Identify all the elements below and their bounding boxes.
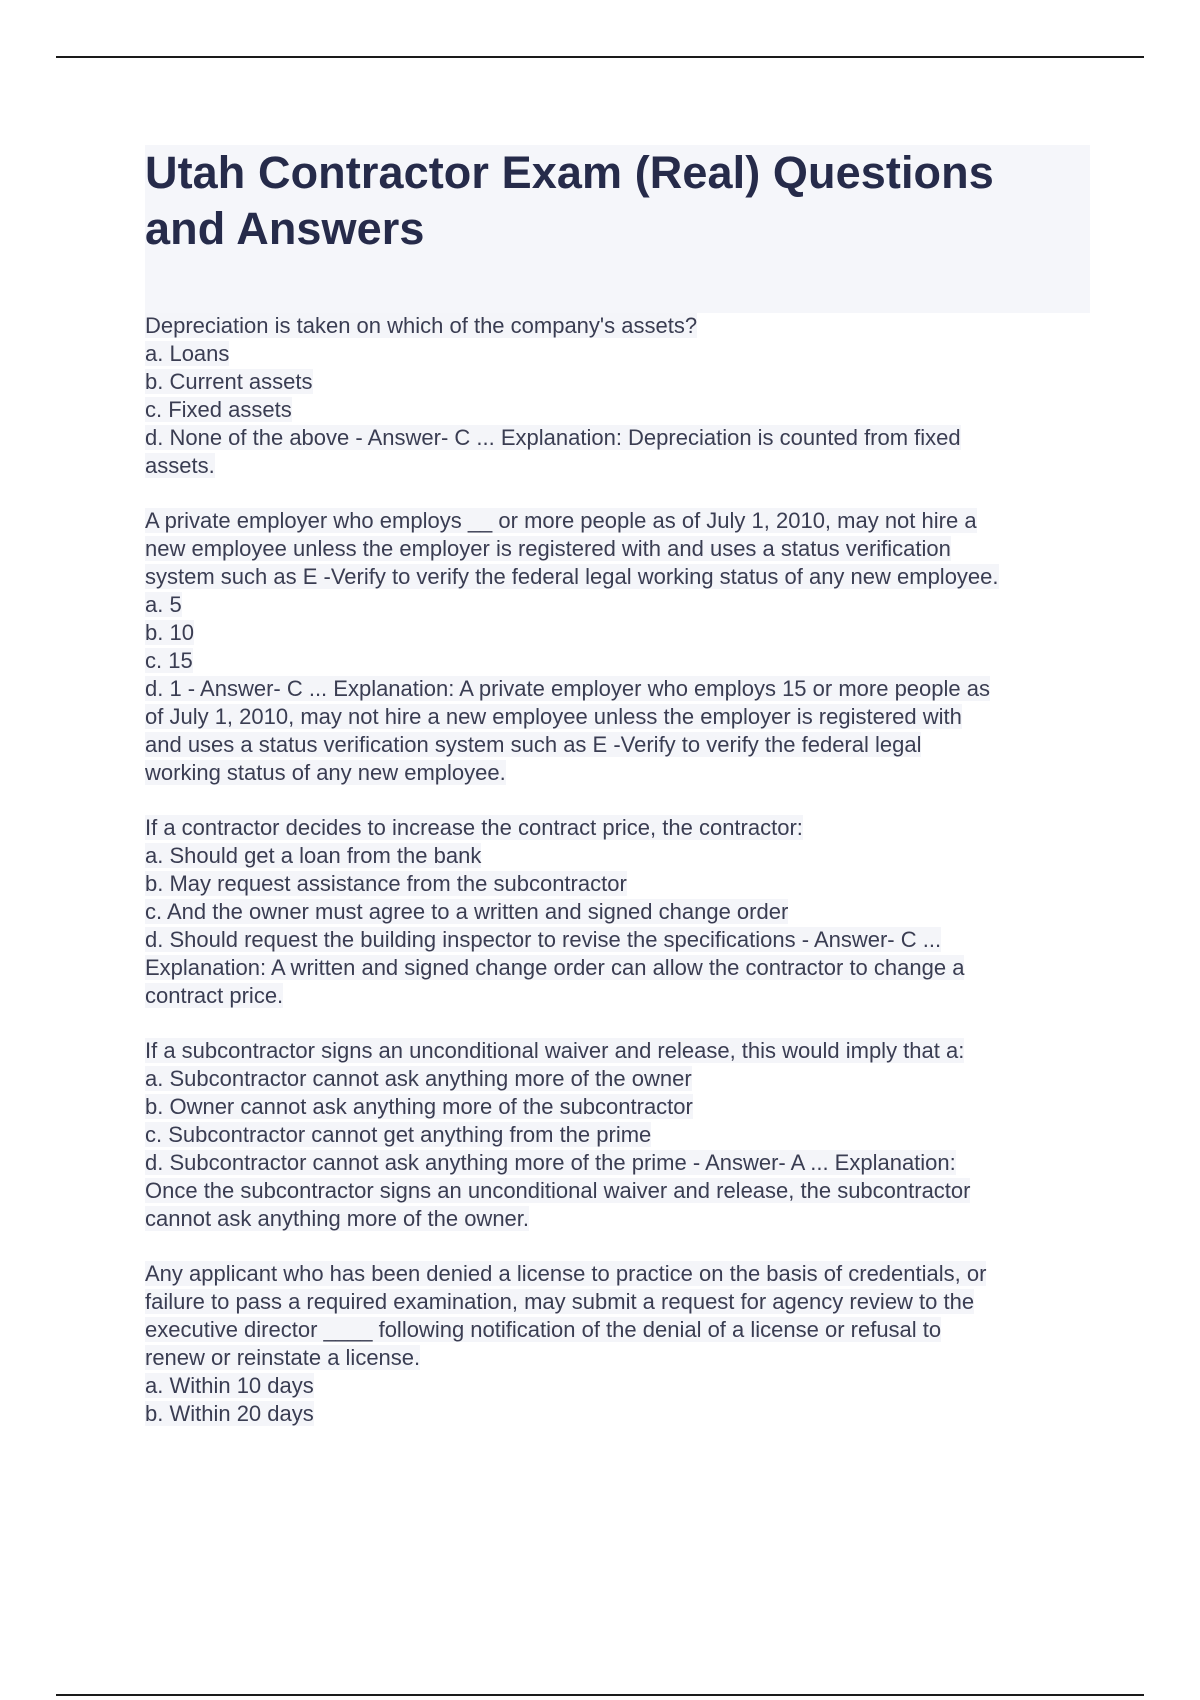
line-text: executive director ____ following notification of the denial of a license or refusal to <box>145 1317 942 1342</box>
line-text: A private employer who employs __ or more people as of July 1, 2010, may not hire a <box>145 508 977 533</box>
page-title <box>145 145 1090 257</box>
line-text: a. Should get a loan from the bank <box>145 843 482 868</box>
line-text: b. 10 <box>145 620 194 645</box>
line-text: a. 5 <box>145 592 182 617</box>
line-text: c. And the owner must agree to a written and signed change order <box>145 899 789 924</box>
question-line <box>145 675 1090 703</box>
line-text: a. Within 10 days <box>145 1373 314 1398</box>
question-text <box>145 814 1090 842</box>
line-text: new employee unless the employer is registered with and uses a status verification <box>145 536 951 561</box>
line-text: b. Within 20 days <box>145 1401 314 1426</box>
question-block <box>145 1037 1090 1233</box>
line-text: Depreciation is taken on which of the company's assets? <box>145 313 698 338</box>
question-line <box>145 703 1090 731</box>
question-line <box>145 1288 1090 1316</box>
line-text: c. 15 <box>145 648 193 673</box>
line-text: a. Loans <box>145 341 230 366</box>
question-text <box>145 312 1090 340</box>
top-divider <box>56 56 1144 58</box>
question-line <box>145 396 1090 424</box>
line-text: failure to pass a required examination, may submit a request for agency review to the <box>145 1289 975 1314</box>
line-text: a. Subcontractor cannot ask anything more of the owner <box>145 1066 692 1091</box>
line-text: and uses a status verification system such as E -Verify to verify the federal legal <box>145 732 922 757</box>
bottom-divider <box>56 1694 1144 1696</box>
question-line <box>145 731 1090 759</box>
line-text: b. Owner cannot ask anything more of the subcontractor <box>145 1094 693 1119</box>
line-text: c. Subcontractor cannot get anything from the prime <box>145 1122 652 1147</box>
question-line <box>145 452 1090 480</box>
question-list <box>145 312 1090 1455</box>
line-text: working status of any new employee. <box>145 760 506 785</box>
line-text: d. None of the above - Answer- C ... Explanation: Depreciation is counted from fixed <box>145 425 961 450</box>
question-text <box>145 1037 1090 1065</box>
question-line <box>145 1177 1090 1205</box>
question-line <box>145 647 1090 675</box>
question-line <box>145 1065 1090 1093</box>
question-line <box>145 954 1090 982</box>
line-text: d. Should request the building inspector to revise the specifications - Answer- C ... <box>145 927 942 952</box>
question-line <box>145 1400 1090 1428</box>
question-line <box>145 898 1090 926</box>
line-text: Explanation: A written and signed change order can allow the contractor to change a <box>145 955 965 980</box>
question-line <box>145 368 1090 396</box>
line-text: assets. <box>145 453 215 478</box>
title-block <box>145 145 1090 313</box>
question-block <box>145 814 1090 1010</box>
question-line <box>145 1372 1090 1400</box>
question-text <box>145 1260 1090 1288</box>
line-text: If a contractor decides to increase the contract price, the contractor: <box>145 815 803 840</box>
question-line <box>145 591 1090 619</box>
question-block <box>145 507 1090 787</box>
question-line <box>145 982 1090 1010</box>
line-text: Once the subcontractor signs an unconditional waiver and release, the subcontractor <box>145 1178 971 1203</box>
line-text: c. Fixed assets <box>145 397 292 422</box>
question-line <box>145 1316 1090 1344</box>
question-text <box>145 507 1090 535</box>
question-line <box>145 842 1090 870</box>
line-text: If a subcontractor signs an unconditional waiver and release, this would imply that a: <box>145 1038 965 1063</box>
question-line <box>145 535 1090 563</box>
question-block <box>145 312 1090 480</box>
line-text: d. Subcontractor cannot ask anything more of the prime - Answer- A ... Explanation: <box>145 1150 956 1175</box>
line-text: renew or reinstate a license. <box>145 1345 421 1370</box>
question-line <box>145 424 1090 452</box>
line-text: system such as E -Verify to verify the federal legal working status of any new employee. <box>145 564 999 589</box>
line-text: d. 1 - Answer- C ... Explanation: A private employer who employs 15 or more people as <box>145 676 990 701</box>
question-line <box>145 619 1090 647</box>
line-text: Any applicant who has been denied a license to practice on the basis of credentials, or <box>145 1261 987 1286</box>
line-text: cannot ask anything more of the owner. <box>145 1206 530 1231</box>
question-line <box>145 1121 1090 1149</box>
title-line-2: and Answers <box>145 203 425 254</box>
question-line <box>145 1093 1090 1121</box>
question-line <box>145 1149 1090 1177</box>
question-block <box>145 1260 1090 1428</box>
line-text: b. Current assets <box>145 369 313 394</box>
question-line <box>145 1205 1090 1233</box>
question-line <box>145 759 1090 787</box>
question-line <box>145 563 1090 591</box>
question-line <box>145 926 1090 954</box>
line-text: contract price. <box>145 983 284 1008</box>
line-text: b. May request assistance from the subcontractor <box>145 871 627 896</box>
question-line <box>145 870 1090 898</box>
title-line-1: Utah Contractor Exam (Real) Questions <box>145 147 994 198</box>
question-line <box>145 340 1090 368</box>
question-line <box>145 1344 1090 1372</box>
line-text: of July 1, 2010, may not hire a new employee unless the employer is registered with <box>145 704 962 729</box>
